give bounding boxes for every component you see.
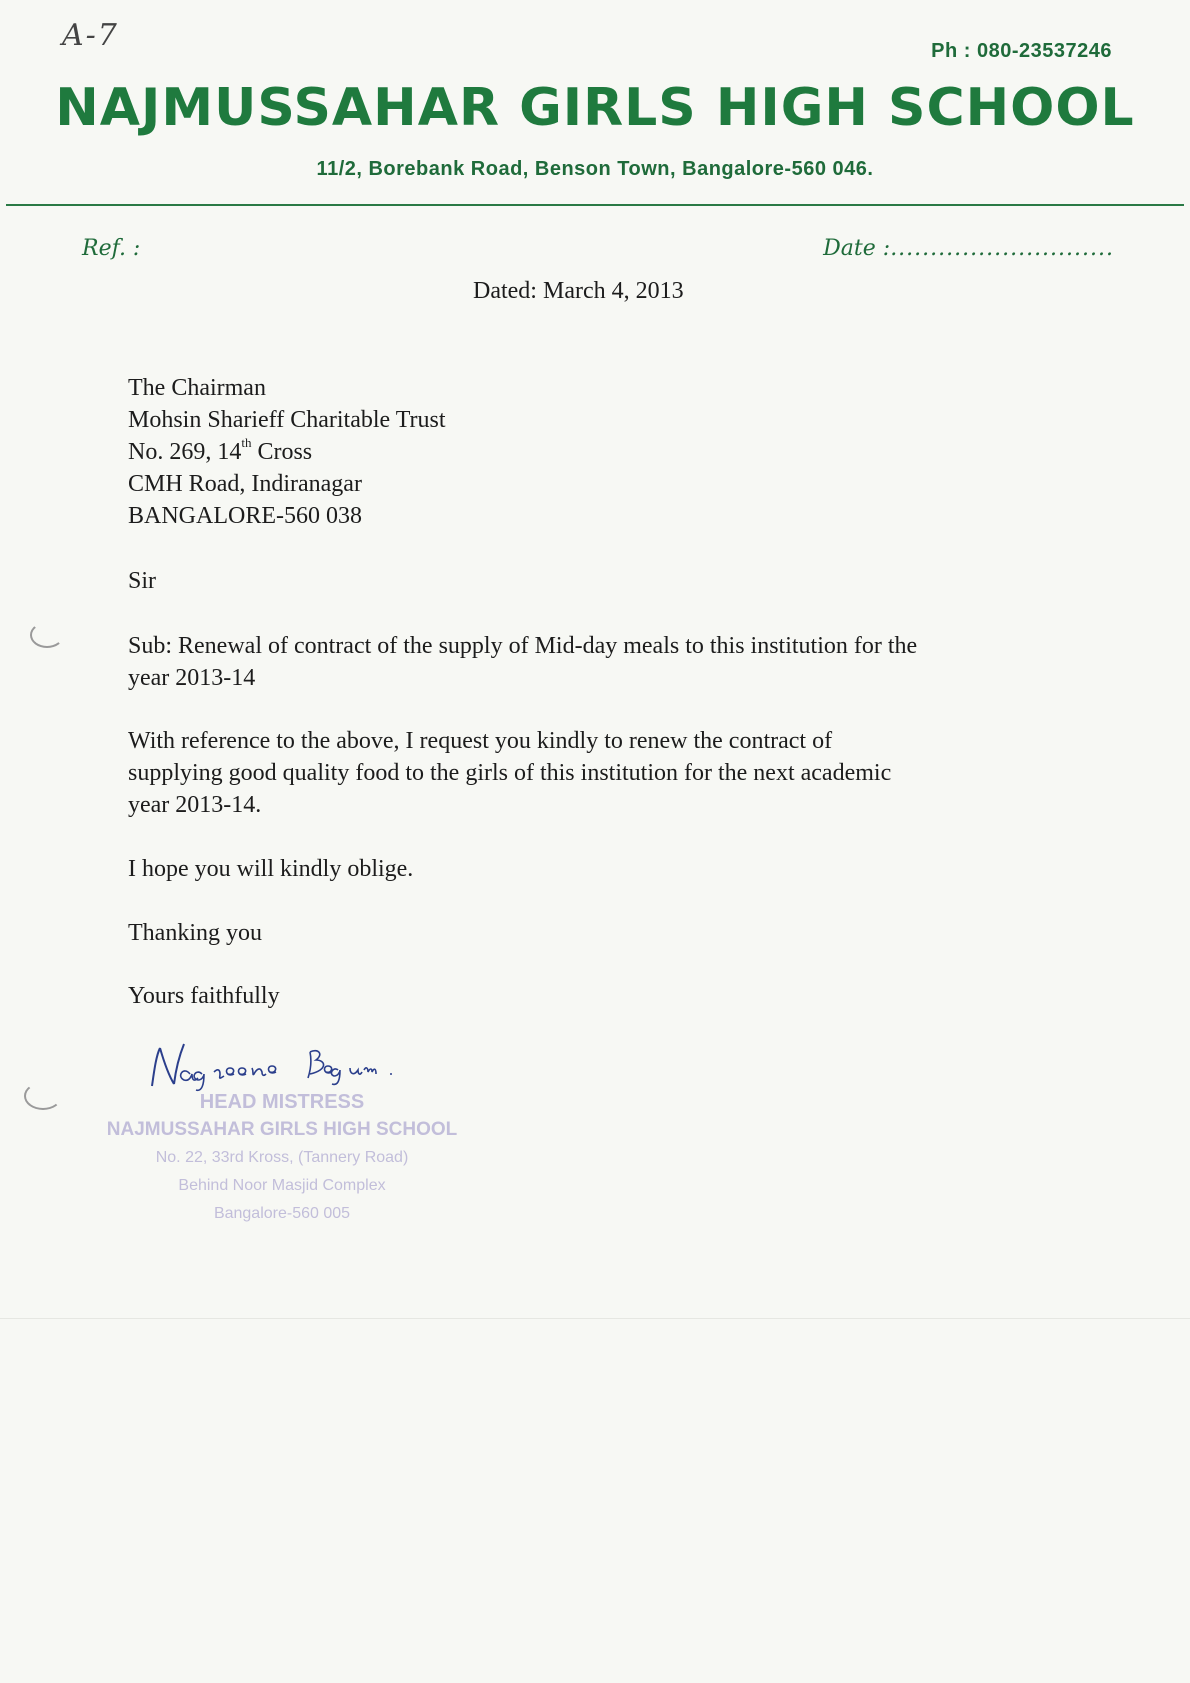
recipient-address — [128, 372, 446, 532]
recipient-line-text: No. 269, 14 — [128, 439, 242, 465]
school-name: NAJMUSSAHAR GIRLS HIGH SCHOOL — [55, 78, 1135, 138]
recipient-line — [128, 436, 446, 468]
punch-hole-mark — [30, 622, 64, 648]
subject-line: year 2013-14 — [128, 665, 256, 691]
phone-number: Ph : 080-23537246 — [931, 40, 1112, 62]
body-line: year 2013-14. — [128, 792, 262, 818]
body-line: With reference to the above, I request you kindly to renew the contract of — [128, 728, 833, 754]
recipient-line-text: Cross — [251, 439, 313, 465]
official-stamp — [72, 1088, 492, 1228]
stamp-address-line: Bangalore-560 005 — [213, 1205, 351, 1222]
punch-hole-mark — [24, 1082, 62, 1110]
date-field — [823, 236, 1114, 261]
subject — [128, 630, 1088, 694]
stamp-title: HEAD MISTRESS — [199, 1091, 365, 1113]
recipient-line: CMH Road, Indiranagar — [128, 471, 362, 497]
stamp-address-line: Behind Noor Masjid Complex — [178, 1177, 386, 1194]
closing-line: Yours faithfully — [128, 983, 280, 1009]
body-paragraph — [128, 725, 1088, 821]
subject-line: Sub: Renewal of contract of the supply of Mid-day meals to this institution for the — [128, 633, 918, 659]
recipient-line: Mohsin Sharieff Charitable Trust — [128, 407, 446, 433]
date-label: Date : — [823, 236, 891, 261]
ref-label: Ref. : — [82, 236, 141, 261]
handwritten-annotation: A-7 — [62, 18, 119, 53]
school-address: 11/2, Borebank Road, Benson Town, Bangalore-560 046. — [316, 158, 874, 180]
thanks-line: Thanking you — [128, 920, 262, 946]
ordinal-suffix: th — [241, 435, 252, 450]
fold-line — [0, 1318, 1190, 1319]
salutation: Sir — [128, 568, 157, 594]
letter-date: Dated: March 4, 2013 — [473, 278, 684, 304]
date-placeholder-dots: ............................ — [890, 236, 1114, 261]
recipient-line: The Chairman — [128, 375, 266, 401]
letterhead-divider — [6, 204, 1184, 206]
recipient-line: BANGALORE-560 038 — [128, 503, 362, 529]
stamp-school: NAJMUSSAHAR GIRLS HIGH SCHOOL — [106, 1119, 458, 1140]
body-line: supplying good quality food to the girls of this institution for the next academic — [128, 760, 892, 786]
stamp-address-line: No. 22, 33rd Kross, (Tannery Road) — [155, 1149, 409, 1166]
oblige-line: I hope you will kindly oblige. — [128, 856, 414, 882]
